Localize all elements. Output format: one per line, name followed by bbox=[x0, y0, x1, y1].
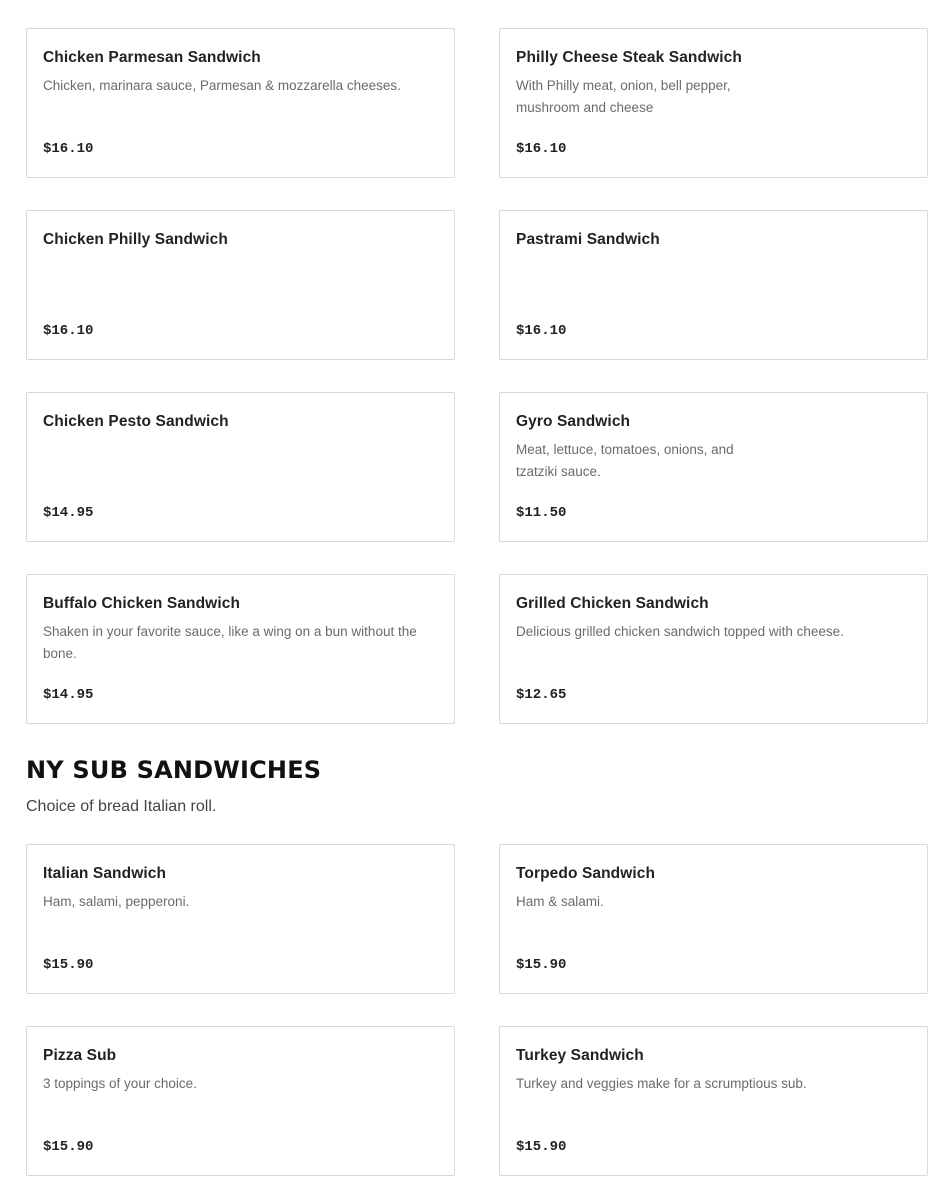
menu-item-name: Chicken Parmesan Sandwich bbox=[43, 49, 261, 66]
menu-item-description: Turkey and veggies make for a scrumptious sub. bbox=[516, 1076, 807, 1091]
menu-item-description: Chicken, marinara sauce, Parmesan & mozzarella cheeses. bbox=[43, 78, 401, 93]
menu-item-price: $16.10 bbox=[516, 323, 567, 339]
menu-item-name: Italian Sandwich bbox=[43, 865, 167, 882]
menu-item-name: Torpedo Sandwich bbox=[516, 865, 656, 882]
menu-item-card[interactable] bbox=[499, 844, 928, 994]
menu-item-description: 3 toppings of your choice. bbox=[43, 1076, 197, 1091]
menu-item-price: $15.90 bbox=[43, 1139, 94, 1155]
menu-item-description: Delicious grilled chicken sandwich topped with cheese. bbox=[516, 624, 844, 639]
menu-item-name: Buffalo Chicken Sandwich bbox=[43, 595, 241, 612]
menu-item-description: Meat, lettuce, tomatoes, onions, and tzatziki sauce. bbox=[516, 442, 734, 479]
menu-item-name: Pizza Sub bbox=[43, 1047, 117, 1064]
menu-item-card[interactable] bbox=[499, 210, 928, 360]
menu-item-price: $15.90 bbox=[516, 957, 567, 973]
menu-item-card[interactable] bbox=[26, 844, 455, 994]
section-title: NY SUB SANDWICHES bbox=[26, 756, 322, 784]
menu-item-card[interactable] bbox=[26, 392, 455, 542]
menu-items-grid bbox=[26, 28, 928, 724]
menu-item-price: $16.10 bbox=[43, 141, 94, 157]
menu-item-price: $15.90 bbox=[516, 1139, 567, 1155]
menu-item-price: $14.95 bbox=[43, 687, 94, 703]
menu-item-price: $16.10 bbox=[43, 323, 94, 339]
menu-item-card[interactable] bbox=[499, 28, 928, 178]
menu-item-name: Pastrami Sandwich bbox=[516, 231, 660, 248]
ny-sub-items-grid bbox=[26, 844, 928, 1176]
menu-item-description: Ham & salami. bbox=[516, 894, 604, 909]
menu-item-card[interactable] bbox=[26, 1026, 455, 1176]
menu-item-price: $14.95 bbox=[43, 505, 94, 521]
section-subtitle: Choice of bread Italian roll. bbox=[26, 798, 217, 815]
menu-item-card[interactable] bbox=[26, 574, 455, 724]
menu-item-name: Grilled Chicken Sandwich bbox=[516, 595, 709, 612]
menu-item-name: Chicken Philly Sandwich bbox=[43, 231, 228, 248]
menu-item-card[interactable] bbox=[499, 574, 928, 724]
menu-item-card[interactable] bbox=[26, 210, 455, 360]
menu-item-price: $11.50 bbox=[516, 505, 567, 521]
menu-item-description: Shaken in your favorite sauce, like a wing on a bun without the bone. bbox=[43, 624, 417, 661]
menu-item-name: Turkey Sandwich bbox=[516, 1047, 644, 1064]
menu-item-card[interactable] bbox=[499, 392, 928, 542]
menu-item-price: $15.90 bbox=[43, 957, 94, 973]
menu-item-description: With Philly meat, onion, bell pepper, mushroom and cheese bbox=[516, 78, 731, 115]
menu-item-name: Gyro Sandwich bbox=[516, 413, 631, 430]
menu-item-price: $12.65 bbox=[516, 687, 567, 703]
menu-item-description: Ham, salami, pepperoni. bbox=[43, 894, 190, 909]
menu-item-price: $16.10 bbox=[516, 141, 567, 157]
menu-item-card[interactable] bbox=[499, 1026, 928, 1176]
menu-item-name: Philly Cheese Steak Sandwich bbox=[516, 49, 742, 66]
menu-item-card[interactable] bbox=[26, 28, 455, 178]
menu-item-name: Chicken Pesto Sandwich bbox=[43, 413, 229, 430]
